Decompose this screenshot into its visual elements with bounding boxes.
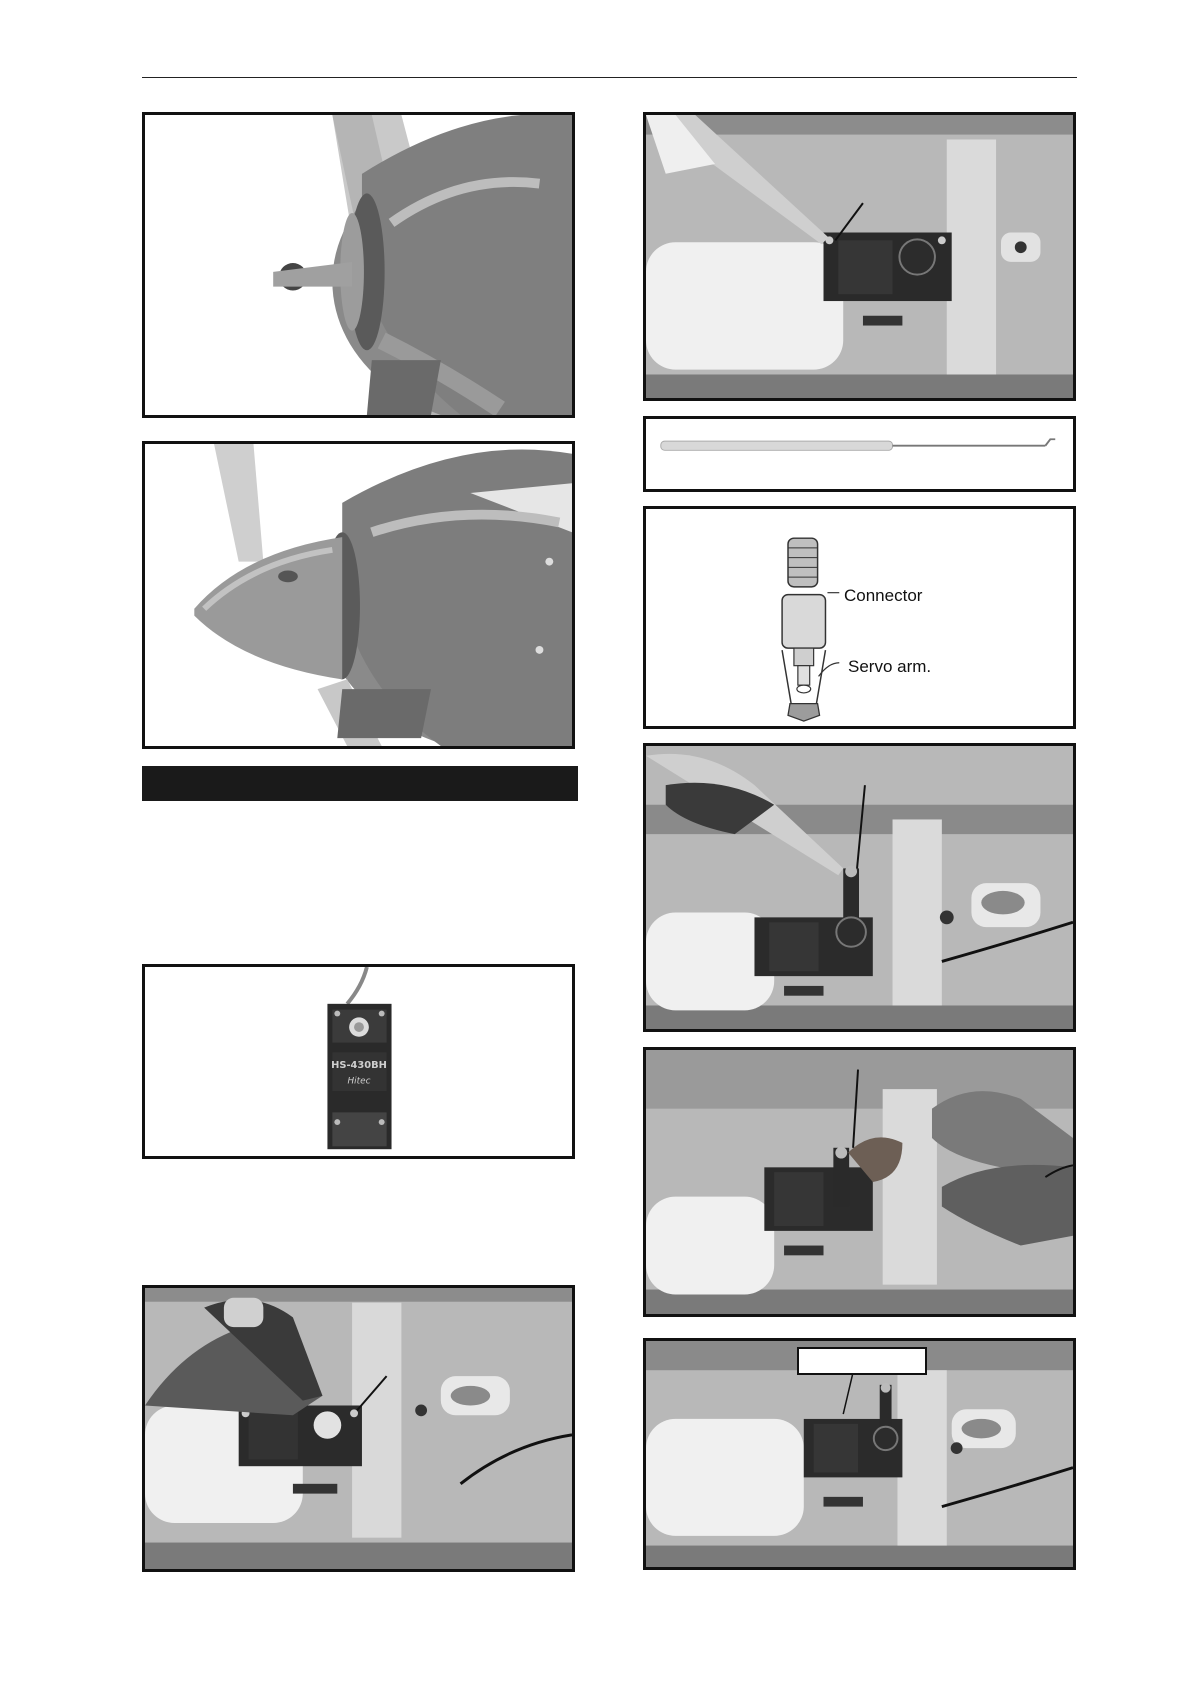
servo-arm-label: Servo arm. bbox=[848, 657, 932, 676]
connector-tighten-photo bbox=[646, 746, 1073, 1029]
figure-connector-tighten bbox=[643, 743, 1076, 1032]
connector-diagram-drawing bbox=[646, 509, 1073, 726]
figure-pushrod bbox=[643, 416, 1076, 492]
figure-servo-arm-screw bbox=[643, 112, 1076, 401]
spinner-photo bbox=[145, 444, 572, 746]
figure-pliers-pushrod bbox=[643, 1047, 1076, 1317]
pushrod-photo bbox=[646, 419, 1073, 489]
figure-servo bbox=[142, 964, 575, 1159]
header-rule bbox=[142, 77, 1077, 78]
propeller-nut-photo bbox=[145, 115, 572, 415]
servo-mount-photo bbox=[145, 1288, 572, 1569]
figure-spinner bbox=[142, 441, 575, 749]
section-heading-bar bbox=[142, 766, 578, 801]
connector-label: Connector bbox=[844, 586, 923, 605]
figure-connector-diagram bbox=[643, 506, 1076, 729]
figure-propeller-nut bbox=[142, 112, 575, 418]
servo-model-text: HS-430BH bbox=[331, 1059, 387, 1071]
pliers-pushrod-photo bbox=[646, 1050, 1073, 1314]
servo-brand-text: Hitec bbox=[347, 1076, 371, 1087]
servo-arm-screw-photo bbox=[646, 115, 1073, 398]
servo-photo bbox=[145, 967, 572, 1156]
figure-servo-mount-screwdriver bbox=[142, 1285, 575, 1572]
callout-label-box bbox=[797, 1347, 927, 1375]
